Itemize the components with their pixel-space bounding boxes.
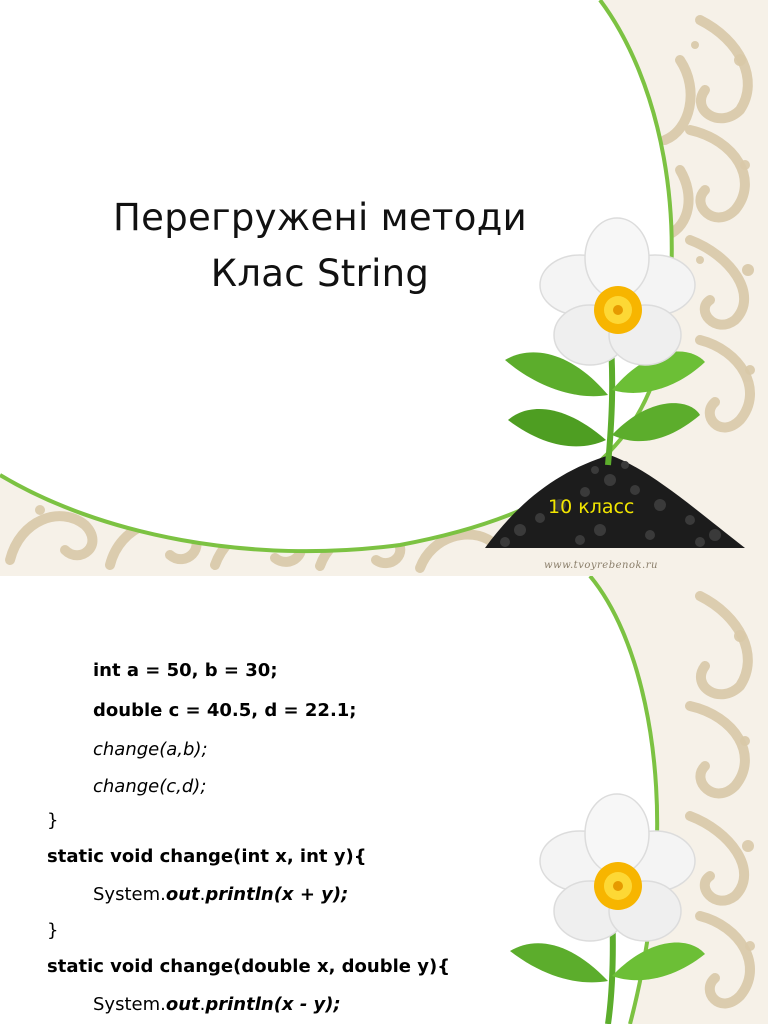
code-token: . (199, 994, 206, 1015)
ornament-right-icon (690, 596, 750, 1003)
code-line (93, 994, 341, 1015)
code-token: println(x - y); (205, 994, 341, 1015)
slide-title-line-2: Клас String (210, 252, 430, 295)
code-token: } (47, 920, 59, 941)
code-token: . (199, 884, 206, 905)
code-line (93, 776, 206, 797)
code-line (47, 920, 58, 941)
code-token: System. (93, 994, 166, 1015)
code-line (93, 700, 357, 721)
slide-title-line-1: Перегружені методи (113, 196, 527, 239)
code-token: out (165, 884, 200, 905)
code-token: change(a,b); (93, 739, 208, 760)
code-token: double c = 40.5, d = 22.1; (93, 700, 357, 721)
code-token: } (47, 810, 59, 831)
code-line (47, 846, 367, 867)
code-token: int a = 50, b = 30; (93, 660, 278, 681)
code-token: System. (93, 884, 166, 905)
code-slide (0, 576, 768, 1024)
code-token: static void change(double x, double y){ (47, 956, 451, 977)
code-line (93, 660, 278, 681)
watermark-text: www.tvoyrebenok.ru (544, 560, 658, 571)
grade-label: 10 класс (548, 496, 635, 518)
code-line (47, 810, 58, 831)
code-line (93, 884, 348, 905)
code-token: change(c,d); (93, 776, 207, 797)
code-token: println(x + y); (205, 884, 349, 905)
code-token: out (165, 994, 200, 1015)
code-line (47, 956, 450, 977)
code-line (93, 739, 208, 760)
code-token: static void change(int x, int y){ (47, 846, 367, 867)
